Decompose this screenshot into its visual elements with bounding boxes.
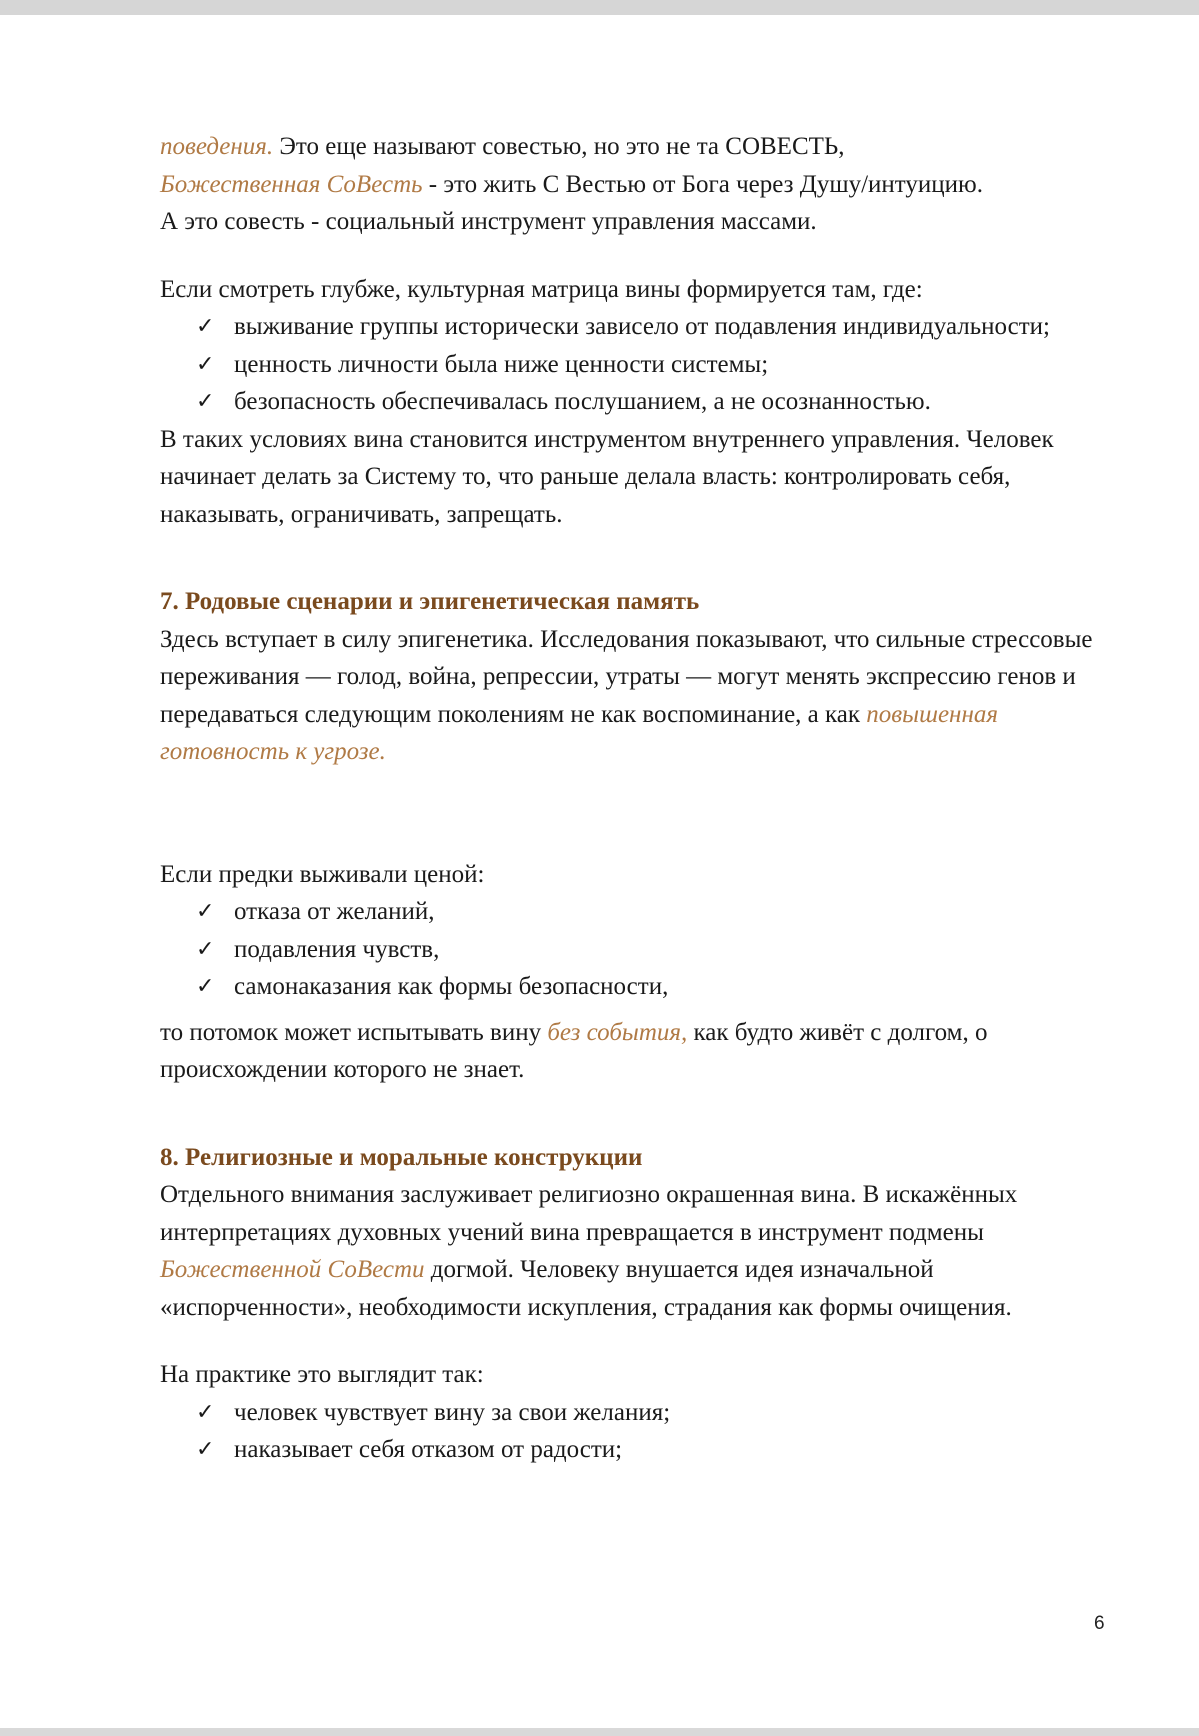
checklist-item-text: отказа от желаний, — [234, 898, 435, 925]
spacer — [160, 1006, 1120, 1014]
checklist-item-text: человек чувствует вину за свои желания; — [234, 1398, 671, 1426]
bottom-edge — [0, 1728, 1199, 1736]
checklist — [160, 308, 1120, 421]
check-icon: ✓ — [196, 389, 215, 414]
section-8-lead: На практике это выглядит так: — [160, 1361, 484, 1388]
section-7-heading: 7. Родовые сценарии и эпигенетическая память — [160, 588, 700, 615]
spacer — [160, 771, 1120, 856]
checklist — [160, 893, 1120, 1006]
checklist-item — [196, 383, 1120, 421]
check-icon: ✓ — [196, 974, 215, 999]
matrix-lead: Если смотреть глубже, культурная матрица вины формируется там, где: — [160, 275, 923, 303]
accent-text: Божественной СоВести — [160, 1256, 425, 1283]
check-icon: ✓ — [196, 936, 215, 962]
checklist-item-text: выживание группы исторически зависело от подавления индивидуальности; — [234, 313, 1050, 340]
body-text: Это еще называют совестью, но это не та СОВЕСТЬ, — [273, 133, 845, 160]
intro-paragraph — [160, 128, 1120, 241]
check-icon: ✓ — [196, 1437, 215, 1462]
accent-text: Божественная СоВесть — [160, 170, 423, 198]
section-7-lead: Если предки выживали ценой: — [160, 860, 485, 888]
checklist-item — [196, 1394, 1120, 1432]
section-7-paragraph — [160, 621, 1120, 771]
checklist-item — [196, 893, 1120, 931]
accent-text: поведения. — [160, 133, 274, 160]
checklist-item-text: самонаказания как формы безопасности, — [234, 973, 669, 1000]
section-8-heading: 8. Религиозные и моральные конструкции — [160, 1143, 643, 1171]
body-text: как будто живёт с долгом, о происхождении которого не знает. — [160, 1018, 988, 1083]
spacer — [160, 241, 1120, 271]
page-content — [160, 128, 1120, 1469]
section-8-paragraph — [160, 1176, 1120, 1326]
top-bar — [0, 0, 1199, 15]
checklist-item — [196, 308, 1120, 346]
check-icon: ✓ — [196, 899, 215, 924]
body-text: А это совесть - социальный инструмент управления массами. — [160, 208, 817, 235]
checklist-item — [196, 346, 1120, 384]
checklist-item-text: ценность личности была ниже ценности системы; — [234, 350, 769, 378]
body-text: Отдельного внимания заслуживает религиозно окрашенная вина. В искажённых интерпретациях духовных учений вина превращается в инструмент подмены — [160, 1181, 1018, 1246]
body-text: Здесь вступает в силу эпигенетика. Исследования показывают, что сильные стрессовые переживания — голод, война, репрессии, утраты — могут менять экспрессию генов и передаваться следующим поколениям не как воспоминание, а как — [160, 625, 1093, 728]
checklist-item — [196, 931, 1120, 969]
checklist-item-text: наказывает себя отказом от радости; — [234, 1436, 623, 1463]
accent-text: без события, — [547, 1018, 688, 1046]
checklist-item-text: подавления чувств, — [234, 935, 440, 963]
body-text: догмой. Человеку внушается идея изначальной «испорченности», необходимости искупления, страдания как формы очищения. — [160, 1256, 1012, 1321]
checklist-item-text: безопасность обеспечивалась послушанием, а не осознанностью. — [234, 388, 931, 415]
check-icon: ✓ — [196, 314, 215, 339]
spacer — [160, 1089, 1120, 1139]
spacer — [160, 1326, 1120, 1356]
matrix-after: В таких условиях вина становится инструментом внутреннего управления. Человек начинает делать за Систему то, что раньше делала власть: контролировать себя, наказывать, ограничивать, запрещать. — [160, 425, 1054, 528]
body-text: - это жить С Вестью от Бога через Душу/интуицию. — [422, 170, 983, 198]
checklist-item — [196, 968, 1120, 1006]
check-icon: ✓ — [196, 351, 215, 377]
section-7-after — [160, 1014, 1120, 1089]
checklist-item — [196, 1431, 1120, 1469]
checklist — [160, 1394, 1120, 1469]
page-number: 6 — [1094, 1613, 1105, 1634]
document-page — [0, 15, 1199, 1728]
check-icon: ✓ — [196, 1399, 215, 1425]
accent-text: повышенная готовность к угрозе. — [160, 700, 998, 765]
spacer — [160, 533, 1120, 583]
body-text: то потомок может испытывать вину — [160, 1018, 548, 1046]
